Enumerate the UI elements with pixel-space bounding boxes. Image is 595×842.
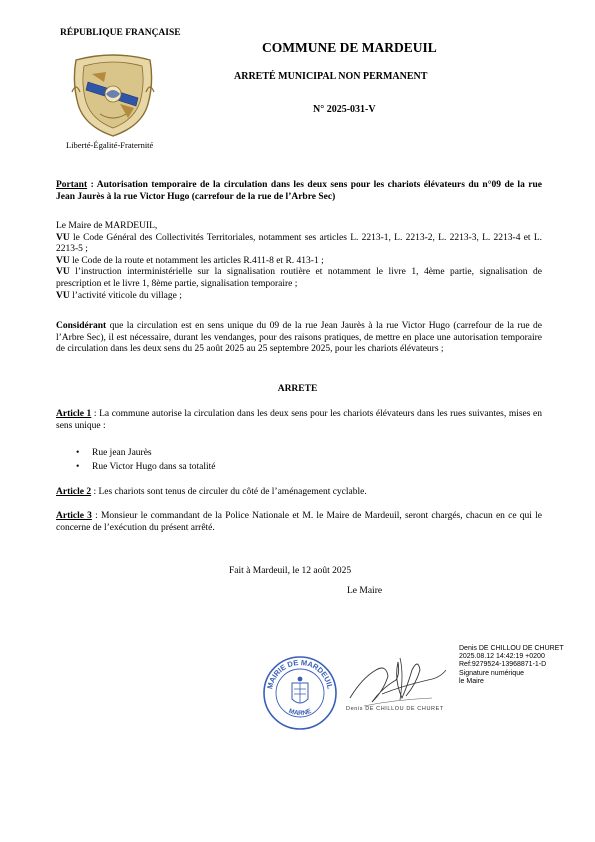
rue-label: Rue Victor Hugo dans sa totalité [92, 462, 216, 472]
article-label: Article 3 [56, 511, 92, 521]
vu-label: VU [56, 290, 70, 301]
signer-role: le Maire [459, 677, 484, 685]
signer-name: Denis DE CHILLOU DE CHURET [459, 645, 564, 652]
considerant-label: Considérant [56, 321, 107, 331]
svg-text:MARNE: MARNE [287, 707, 313, 718]
article-label: Article 1 [56, 409, 92, 419]
maire-intro: Le Maire de MARDEUIL, [56, 221, 158, 231]
signature-reference: Ref:9279524-13968871-1-D [459, 661, 547, 669]
visa-item [56, 256, 542, 268]
republique-francaise: RÉPUBLIQUE FRANÇAISE [60, 28, 181, 38]
article-3 [56, 511, 542, 534]
considerant-text: que la circulation est en sens unique du 09 de la rue Jean Jaurès à la rue Victor Hugo (carrefour de la rue de l’Arbre Sec), il est nécessaire, durant les vendanges, pour des raisons pratiques, de mettre en place une autorisation temporaire de circulation dans les deux sens du 25 août 2025 au 25 septembre 2025, pour les chariots élévateurs ; [56, 321, 542, 355]
visa-text: le Code de la route et notamment les articles R.411-8 et R. 413-1 ; [69, 255, 324, 266]
coat-of-arms-logo [70, 52, 156, 138]
visa-item [56, 291, 542, 303]
list-item [76, 460, 216, 474]
article-text: : Les chariots sont tenus de circuler du côté de l’aménagement cyclable. [91, 487, 367, 497]
article-1 [56, 409, 542, 432]
svg-text:MAIRIE DE MARDEUIL: MAIRIE DE MARDEUIL [265, 657, 335, 690]
visa-item [56, 233, 542, 256]
digital-signature-block [459, 645, 564, 686]
rues-list [76, 446, 216, 474]
rue-label: Rue jean Jaurès [92, 448, 152, 458]
portant-paragraph [56, 180, 542, 203]
considerant-paragraph [56, 321, 542, 356]
article-label: Article 2 [56, 487, 92, 497]
signature-timestamp: 2025.08.12 14:42:19 +0200 [459, 653, 545, 661]
list-item [76, 446, 216, 460]
fait-a-date: Fait à Mardeuil, le 12 août 2025 [229, 566, 352, 576]
visa-item [56, 267, 542, 290]
mairie-seal-stamp [262, 655, 338, 731]
article-text: : Monsieur le commandant de la Police Nationale et M. le Maire de Mardeuil, seront chargés, chacun en ce qui le concerne de l’exécution du présent arrêté. [56, 511, 542, 533]
vu-label: VU [56, 232, 70, 243]
arrete-number: N° 2025-031-V [313, 104, 376, 115]
arrete-type-title: ARRETÉ MUNICIPAL NON PERMANENT [234, 71, 428, 82]
portant-text: : Autorisation temporaire de la circulation dans les deux sens pour les chariots élévateurs du n°09 de la rue Jean Jaurès à la rue Victor Hugo (carrefour de la rue de l’Arbre Sec) [56, 180, 542, 202]
commune-title: COMMUNE DE MARDEUIL [262, 40, 437, 55]
vu-label: VU [56, 255, 70, 266]
article-text: : La commune autorise la circulation dans les deux sens pour les chariots élévateurs dans les rues suivantes, mises en sens unique : [56, 409, 543, 431]
signature-name-caption: Denis DE CHILLOU DE CHURET [346, 706, 444, 712]
vu-label: VU [56, 267, 70, 278]
visa-text: le Code Général des Collectivités Territoriales, notamment ses articles L. 2213-1, L. 2213-2, L. 2213-3, L. 2213-4 et L. 2213-5 ; [56, 232, 542, 255]
devise-text: Liberté-Égalité-Fraternité [66, 140, 154, 150]
article-2 [56, 487, 542, 499]
visas-section [56, 221, 542, 302]
visa-text: l’activité viticole du village ; [69, 290, 182, 301]
visa-text: l’instruction interministérielle sur la signalisation routière et notamment le livre 1, 4ème partie, signalisation de prescription et le livre 1, 8ème partie, signalisation temporaire ; [56, 267, 542, 289]
signature-type: Signature numérique [459, 669, 524, 677]
arrete-heading: ARRETE [277, 384, 318, 394]
portant-label: Portant [56, 180, 88, 190]
le-maire-label: Le Maire [347, 586, 383, 596]
